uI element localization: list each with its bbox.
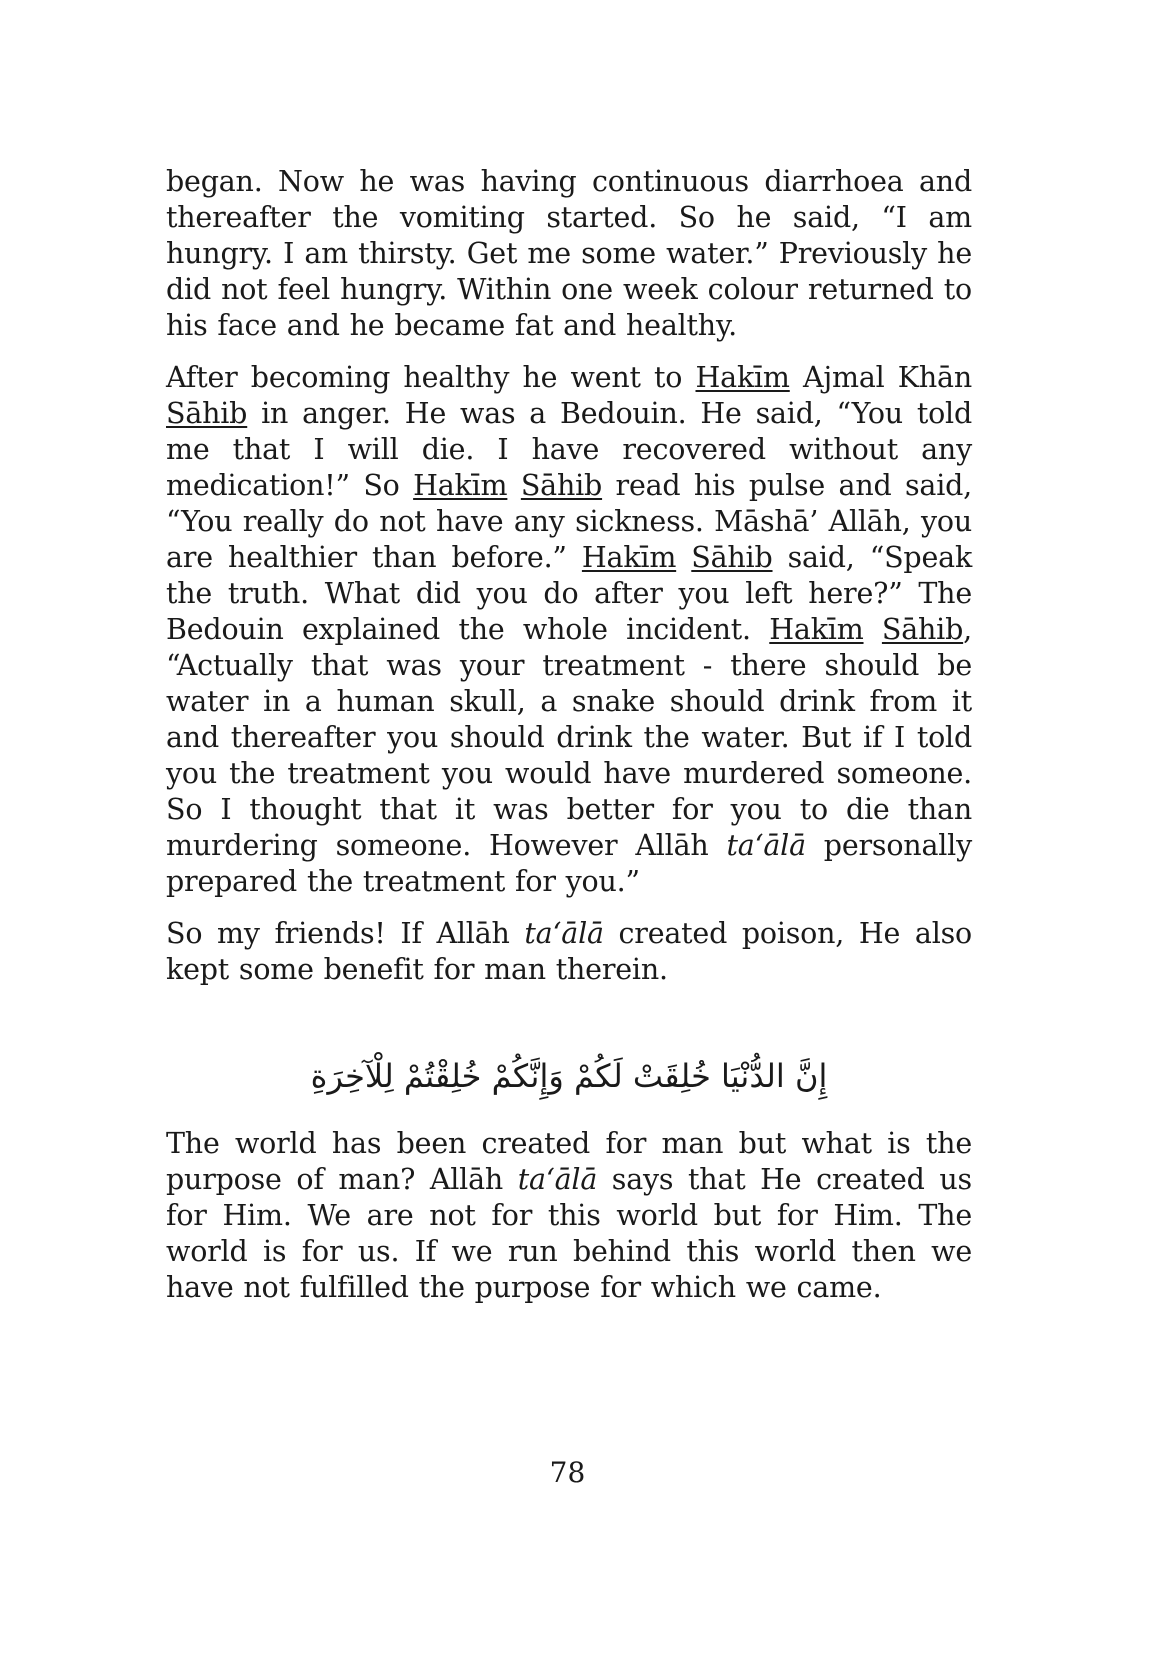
name-hakim: Hakīm [581,541,677,574]
text-run: says that He created us for Him. We are not for this world but for Him. The world is for us. If we run behind this world then we have not fulfilled the purpose for which we came. [166,1163,972,1304]
text-run: Ajmal Khān [789,361,972,394]
name-sahib: Sāhib [881,613,964,646]
page-number: 78 [549,1456,586,1489]
text-run: So my friends! If Allāh [166,917,525,950]
name-hakim: Hakīm [695,361,790,394]
text-run [864,613,882,646]
body-text-continued [166,1126,972,1322]
arabic-quote: إِنَّ الدُّنْيَا خُلِقَتْ لَكُمْ وَإِنَّكُمْ خُلِقْتُمْ لِلْآخِرَةِ [310,1057,828,1095]
name-sahib: Sāhib [520,469,603,502]
body-text [166,164,972,1004]
name-hakim: Hakīm [769,613,864,646]
paragraph-1: began. Now he was having continuous diarrhoea and thereafter the vomiting started. So he said, “I am hungry. I am thirsty. Get me some water.” Previously he did not feel hungry. Within one week colour returned to his face and he became fat and healthy. [166,165,972,342]
paragraph-2 [166,360,972,900]
text-run [507,469,520,502]
term-taala: ta‘ālā [524,917,604,950]
text-run: The world has been created for man but what is the purpose of man? Allāh [166,1127,972,1196]
text-run: in anger. He was a Bedouin. He said, “You told me that I will die. I have recovered without any medication!” So [166,397,972,502]
text-run [676,541,691,574]
text-run: personally prepared the treatment for you.” [166,829,972,898]
text-run: After becoming healthy he went to [166,361,696,394]
term-taala: ta‘ālā [726,829,806,862]
paragraph-4 [166,1126,972,1306]
name-hakim: Hakīm [413,469,508,502]
name-sahib: Sāhib [691,541,773,574]
paragraph-3 [166,916,972,988]
term-taala: ta‘ālā [517,1163,598,1196]
text-run: read his pulse and said, “You really do not have any sickness. Māshā’ Allāh, you are healthier than before.” [166,469,973,574]
text-run: created poison, He also kept some benefit for man therein. [166,917,972,986]
text-run: said, “Speak the truth. What did you do after you left here?” The Bedouin explained the whole incident. [166,541,973,646]
text-run: , “Actually that was your treatment - there should be water in a human skull, a snake should drink from it and thereafter you should drink the water. But if I told you the treatment you would have murdered someone. So I thought that it was better for you to die than murdering someone. However Allāh [166,613,972,862]
name-sahib: Sāhib [166,397,248,430]
